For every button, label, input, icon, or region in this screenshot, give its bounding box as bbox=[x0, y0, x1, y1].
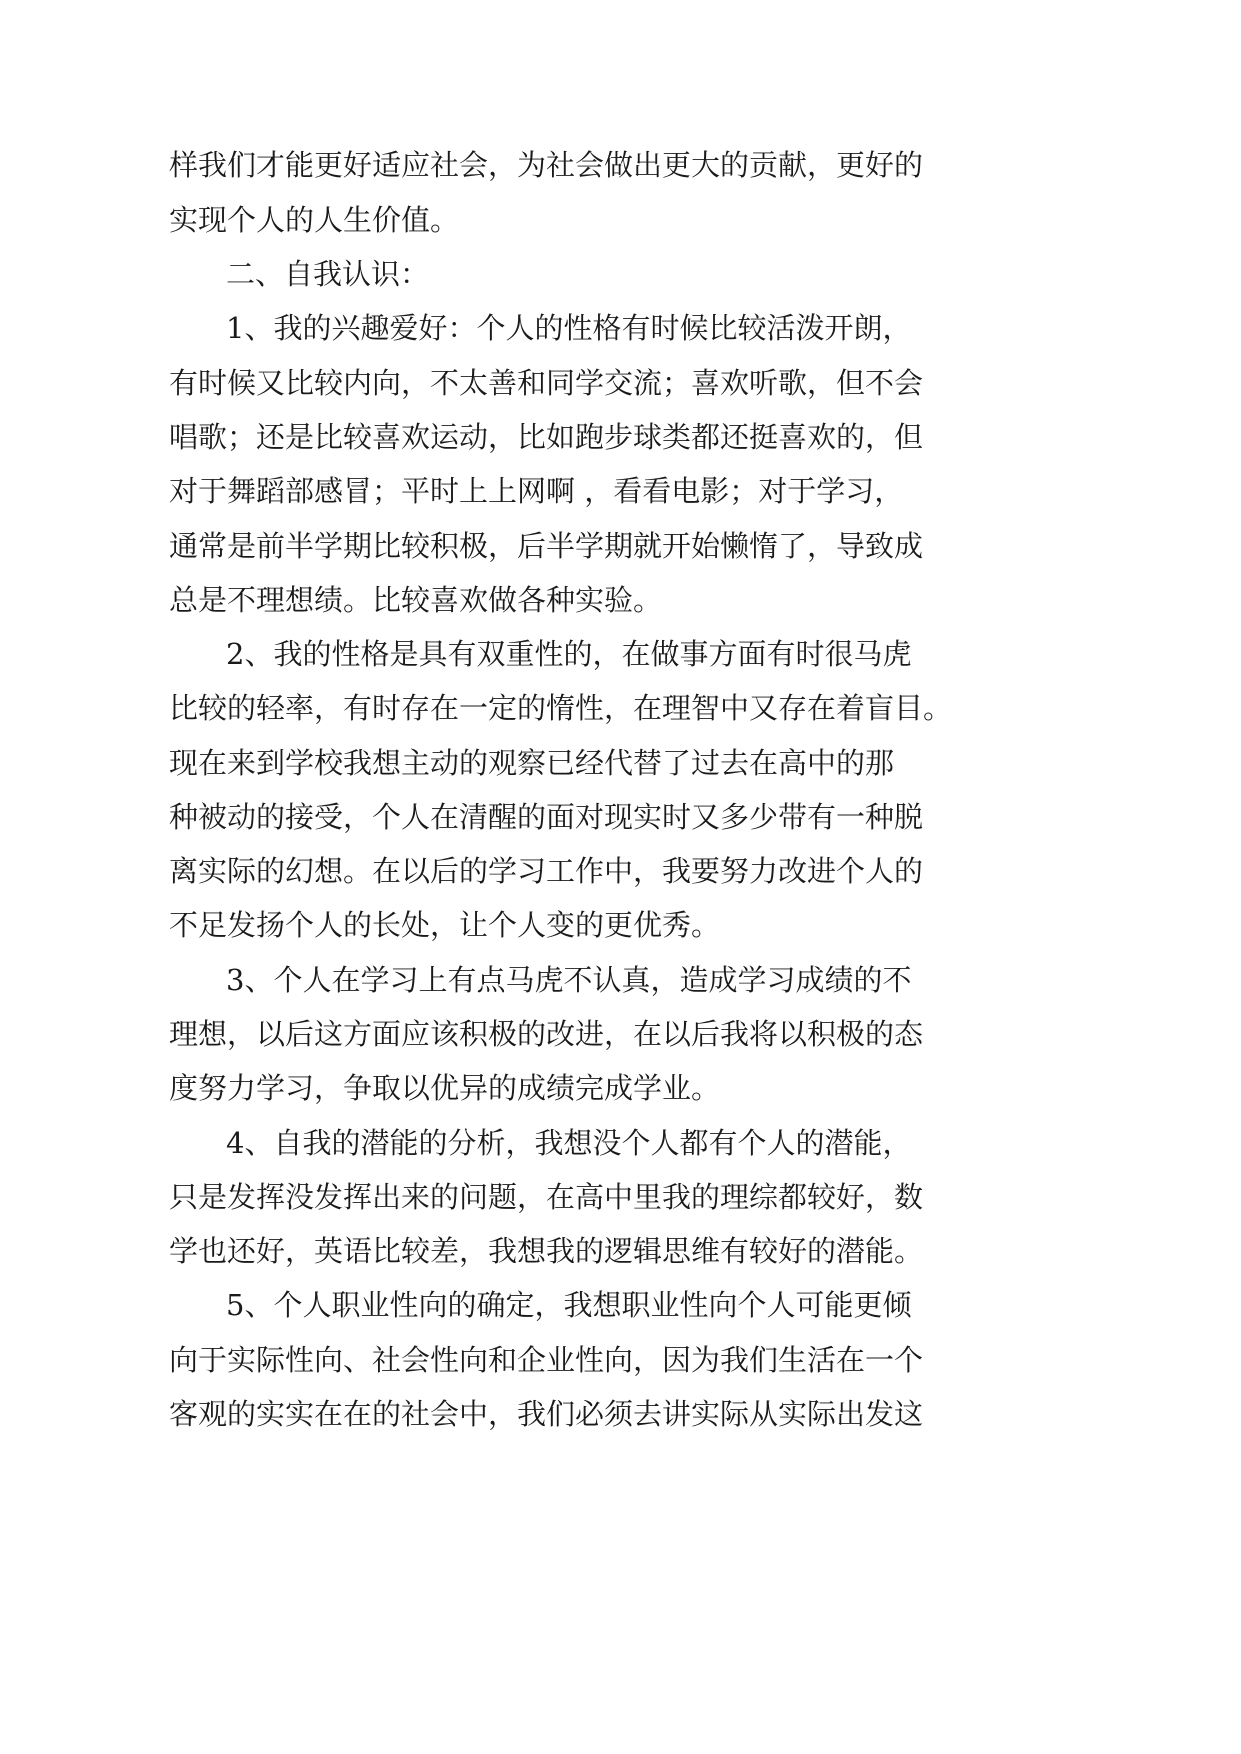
body-line: 不足发扬个人的长处，让个人变的更优秀。 bbox=[169, 908, 721, 942]
body-line: 学也还好，英语比较差，我想我的逻辑思维有较好的潜能。 bbox=[169, 1234, 924, 1268]
paragraph-first-line: 2、我的性格是具有双重性的，在做事方面有时很马虎 bbox=[226, 637, 912, 671]
body-line: 客观的实实在在的社会中，我们必须去讲实际从实际出发这 bbox=[169, 1397, 924, 1431]
section-heading: 二、自我认识： bbox=[226, 257, 430, 291]
body-line: 现在来到学校我想主动的观察已经代替了过去在高中的那 bbox=[169, 746, 895, 780]
body-line: 比较的轻率，有时存在一定的惰性，在理智中又存在着盲目。 bbox=[169, 691, 953, 725]
body-line: 对于舞蹈部感冒；平时上上网啊 ，看看电影；对于学习， bbox=[169, 474, 904, 508]
body-line: 度努力学习，争取以优异的成绩完成学业。 bbox=[169, 1071, 721, 1105]
body-line: 通常是前半学期比较积极，后半学期就开始懒惰了，导致成 bbox=[169, 529, 924, 563]
paragraph-first-line: 5、个人职业性向的确定，我想职业性向个人可能更倾 bbox=[226, 1288, 912, 1322]
body-line: 唱歌；还是比较喜欢运动，比如跑步球类都还挺喜欢的，但 bbox=[169, 420, 924, 454]
paragraph-first-line: 3、个人在学习上有点马虎不认真，造成学习成绩的不 bbox=[226, 963, 912, 997]
paragraph-first-line: 1、我的兴趣爱好：个人的性格有时候比较活泼开朗， bbox=[226, 311, 912, 345]
body-line: 向于实际性向、社会性向和企业性向，因为我们生活在一个 bbox=[169, 1343, 924, 1377]
body-line: 只是发挥没发挥出来的问题，在高中里我的理综都较好，数 bbox=[169, 1180, 924, 1214]
body-line: 种被动的接受，个人在清醒的面对现实时又多少带有一种脱 bbox=[169, 800, 924, 834]
body-line: 总是不理想绩。比较喜欢做各种实验。 bbox=[169, 583, 663, 617]
paragraph-first-line: 4、自我的潜能的分析，我想没个人都有个人的潜能， bbox=[226, 1126, 912, 1160]
body-line: 理想，以后这方面应该积极的改进，在以后我将以积极的态 bbox=[169, 1017, 924, 1051]
body-line: 实现个人的人生价值。 bbox=[169, 203, 460, 237]
body-line: 离实际的幻想。在以后的学习工作中，我要努力改进个人的 bbox=[169, 854, 924, 888]
body-line: 有时候又比较内向，不太善和同学交流；喜欢听歌，但不会 bbox=[169, 366, 924, 400]
body-line: 样我们才能更好适应社会，为社会做出更大的贡献，更好的 bbox=[169, 148, 924, 182]
